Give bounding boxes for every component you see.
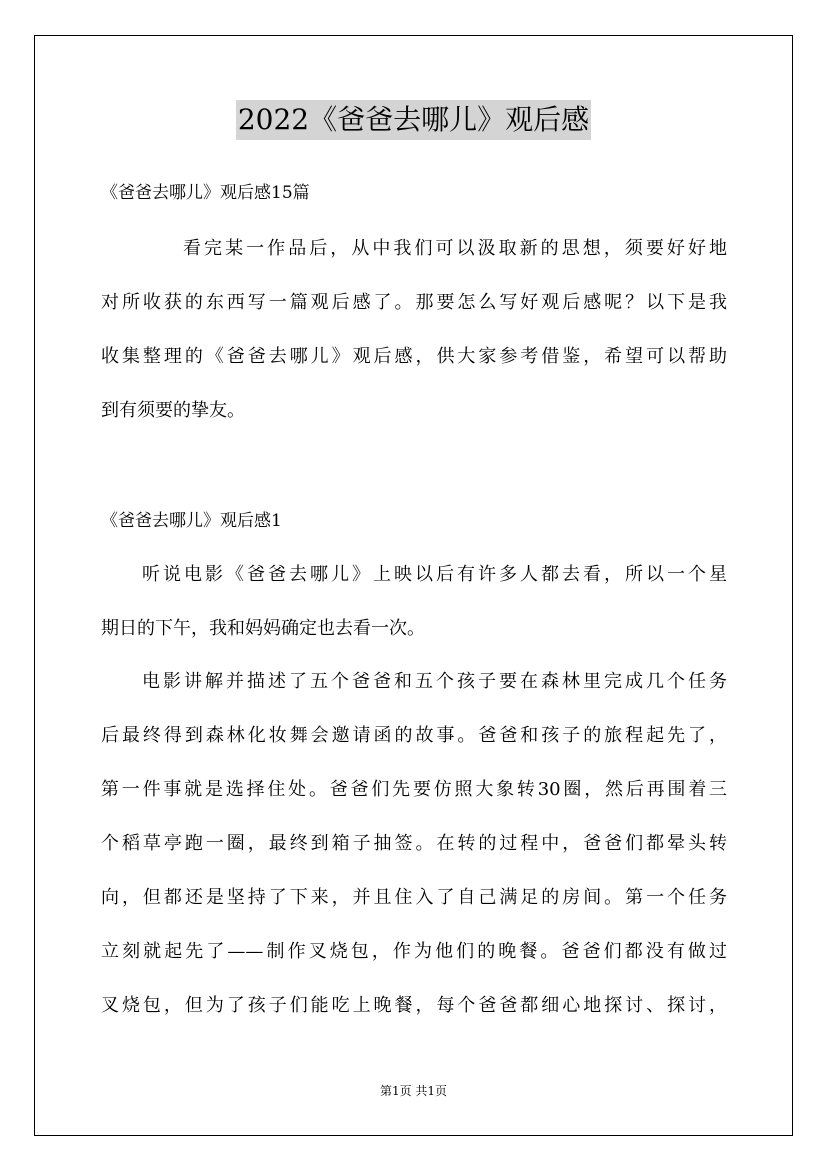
page-footer: 第1页 共1页 <box>379 1084 448 1098</box>
paragraph-line: 期日的下午，我和妈妈确定也去看一次。 <box>101 618 425 639</box>
document-title: 2022《爸爸去哪儿》观后感 <box>236 100 591 140</box>
document-subtitle: 《爸爸去哪儿》观后感15篇 <box>101 183 310 203</box>
paragraph-line: 叉烧包，但为了孩子们能吃上晚餐，每个爸爸都细心地探讨、探讨， <box>101 995 727 1016</box>
intro-line: 对所收获的东西写一篇观后感了。那要怎么写好观后感呢？以下是我 <box>101 292 727 313</box>
paragraph-line: 立刻就起先了——制作叉烧包，作为他们的晚餐。爸爸们都没有做过 <box>101 941 727 962</box>
paragraph-line: 个稻草亭跑一圈，最终到箱子抽签。在转的过程中，爸爸们都晕头转 <box>101 833 727 854</box>
intro-line: 到有须要的挚友。 <box>101 400 245 421</box>
section-heading: 《爸爸去哪儿》观后感1 <box>101 511 282 531</box>
paragraph-line: 后最终得到森林化妆舞会邀请函的故事。爸爸和孩子的旅程起先了， <box>101 725 727 746</box>
paragraph-line: 电影讲解并描述了五个爸爸和五个孩子要在森林里完成几个任务 <box>142 671 727 692</box>
paragraph-line: 听说电影《爸爸去哪儿》上映以后有许多人都去看，所以一个星 <box>142 564 727 585</box>
intro-paragraph <box>101 236 727 452</box>
intro-line: 看完某一作品后，从中我们可以汲取新的思想，须要好好地 <box>183 238 727 259</box>
paragraph-line: 第一件事就是选择住处。爸爸们先要仿照大象转30圈，然后再围着三 <box>101 779 727 800</box>
paragraph-line: 向，但都还是坚持了下来，并且住入了自己满足的房间。第一个任务 <box>101 887 727 908</box>
body-paragraph-2 <box>101 669 727 1047</box>
intro-line: 收集整理的《爸爸去哪儿》观后感，供大家参考借鉴，希望可以帮助 <box>101 346 727 367</box>
body-paragraph-1 <box>101 562 727 670</box>
title-container <box>0 100 827 140</box>
